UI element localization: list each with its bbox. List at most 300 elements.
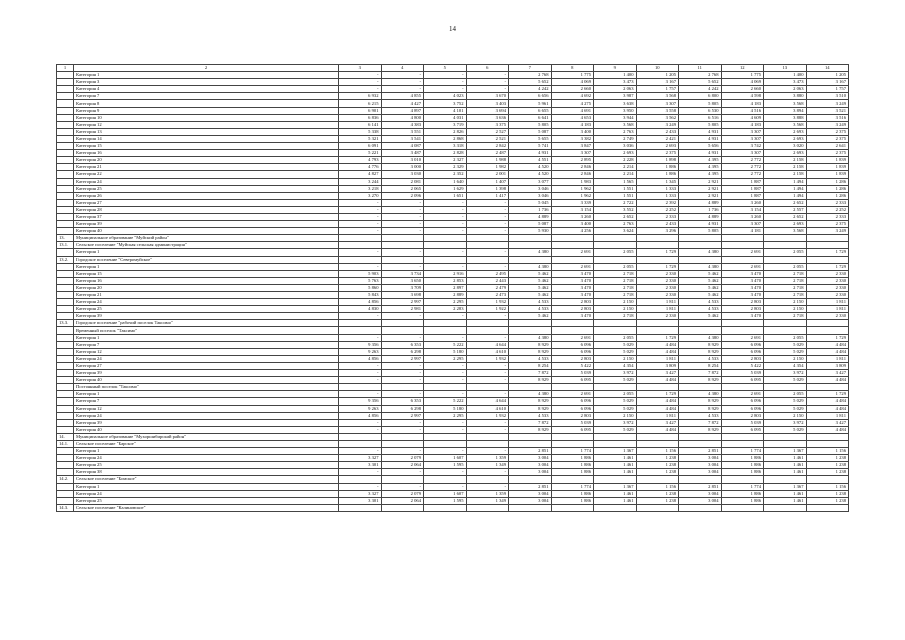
value-cell: 3 260 bbox=[551, 213, 594, 220]
value-cell bbox=[806, 320, 849, 327]
value-cell: 1 238 bbox=[806, 497, 849, 504]
value-cell: 2 691 bbox=[551, 249, 594, 256]
value-cell: 2 652 bbox=[764, 199, 807, 206]
value-cell: 5 462 bbox=[509, 313, 552, 320]
table-row bbox=[57, 256, 849, 263]
table-row bbox=[57, 93, 849, 100]
column-number: 10 bbox=[636, 65, 679, 72]
table-row bbox=[57, 114, 849, 121]
value-cell: 3 809 bbox=[636, 362, 679, 369]
value-cell: 2 330 bbox=[636, 284, 679, 291]
value-cell: 1 367 bbox=[764, 448, 807, 455]
value-cell: 2 433 bbox=[636, 221, 679, 228]
value-cell: 1 886 bbox=[551, 497, 594, 504]
row-label-cell: Категория 37 bbox=[74, 213, 339, 220]
table-row bbox=[57, 86, 849, 93]
value-cell bbox=[721, 320, 764, 327]
value-cell: 1 886 bbox=[551, 462, 594, 469]
value-cell: 2 803 bbox=[551, 412, 594, 419]
value-cell: 3 307 bbox=[721, 135, 764, 142]
value-cell bbox=[721, 384, 764, 391]
table-row bbox=[57, 157, 849, 164]
value-cell: 4 610 bbox=[466, 348, 509, 355]
row-number-cell bbox=[57, 313, 74, 320]
value-cell bbox=[551, 504, 594, 511]
value-cell: 1 359 bbox=[466, 455, 509, 462]
value-cell: - bbox=[466, 377, 509, 384]
value-cell: 2 063 bbox=[594, 86, 637, 93]
table-row bbox=[57, 433, 849, 440]
row-label-cell: Категория 10 bbox=[74, 114, 339, 121]
value-cell: 2 803 bbox=[721, 412, 764, 419]
value-cell: 2 055 bbox=[764, 249, 807, 256]
value-cell: - bbox=[381, 419, 424, 426]
value-cell: 1 736 bbox=[509, 206, 552, 213]
value-cell: - bbox=[466, 370, 509, 377]
value-cell: 5 221 bbox=[339, 150, 382, 157]
value-cell bbox=[636, 242, 679, 249]
value-cell bbox=[466, 476, 509, 483]
value-cell: 1 757 bbox=[806, 86, 849, 93]
row-number-cell bbox=[57, 384, 74, 391]
value-cell: 5 462 bbox=[679, 277, 722, 284]
value-cell: 4 395 bbox=[679, 171, 722, 178]
value-cell: 3 650 bbox=[381, 277, 424, 284]
value-cell bbox=[551, 320, 594, 327]
value-cell: 2 283 bbox=[424, 306, 467, 313]
value-cell bbox=[339, 476, 382, 483]
value-cell: 1 461 bbox=[594, 462, 637, 469]
value-cell: 2 693 bbox=[636, 143, 679, 150]
value-cell: 2 718 bbox=[594, 270, 637, 277]
row-number-cell bbox=[57, 143, 74, 150]
value-cell: 1 607 bbox=[424, 490, 467, 497]
value-cell: 3 030 bbox=[381, 171, 424, 178]
value-cell: 3 638 bbox=[594, 100, 637, 107]
value-cell: 3 698 bbox=[381, 292, 424, 299]
value-cell: 3 752 bbox=[424, 100, 467, 107]
value-cell: 1 774 bbox=[721, 448, 764, 455]
value-cell: - bbox=[339, 79, 382, 86]
value-cell: 5 338 bbox=[339, 128, 382, 135]
row-label-cell: Категория 1 bbox=[74, 391, 339, 398]
value-cell: 1 286 bbox=[806, 178, 849, 185]
value-cell: 1 651 bbox=[424, 192, 467, 199]
value-cell: 2 330 bbox=[636, 277, 679, 284]
value-cell bbox=[764, 320, 807, 327]
row-number-cell bbox=[57, 249, 74, 256]
value-cell bbox=[339, 320, 382, 327]
value-cell: 2 330 bbox=[806, 313, 849, 320]
value-cell: - bbox=[339, 249, 382, 256]
row-label-cell: Категория 39 bbox=[74, 221, 339, 228]
value-cell: 5 029 bbox=[764, 377, 807, 384]
value-cell bbox=[764, 242, 807, 249]
row-label-cell: Категория 16 bbox=[74, 277, 339, 284]
value-cell: 2 718 bbox=[594, 313, 637, 320]
value-cell: 2 691 bbox=[551, 334, 594, 341]
value-cell: 4 380 bbox=[509, 391, 552, 398]
value-cell: 1 729 bbox=[636, 391, 679, 398]
value-cell: - bbox=[466, 448, 509, 455]
value-cell: 4 533 bbox=[509, 306, 552, 313]
row-number-cell bbox=[57, 72, 74, 79]
value-cell: 2 693 bbox=[764, 150, 807, 157]
value-cell: 3 888 bbox=[764, 114, 807, 121]
value-cell bbox=[381, 433, 424, 440]
value-cell: - bbox=[424, 213, 467, 220]
value-cell: 4 183 bbox=[551, 121, 594, 128]
row-number-cell bbox=[57, 334, 74, 341]
value-cell: 4 395 bbox=[679, 164, 722, 171]
value-cell: 5 029 bbox=[594, 377, 637, 384]
value-cell: 1 461 bbox=[594, 490, 637, 497]
row-number-cell bbox=[57, 327, 74, 334]
value-cell: 5 805 bbox=[509, 121, 552, 128]
value-cell: 1 962 bbox=[551, 185, 594, 192]
value-cell: 3 010 bbox=[381, 157, 424, 164]
value-cell bbox=[339, 327, 382, 334]
row-number-cell bbox=[57, 462, 74, 469]
value-cell: 1 461 bbox=[764, 455, 807, 462]
value-cell: 1 729 bbox=[636, 334, 679, 341]
value-cell: 1 898 bbox=[636, 157, 679, 164]
row-number-cell bbox=[57, 93, 74, 100]
value-cell: 1 988 bbox=[466, 157, 509, 164]
value-cell: 4 931 bbox=[679, 221, 722, 228]
value-cell: 2 763 bbox=[594, 221, 637, 228]
row-number-cell bbox=[57, 377, 74, 384]
value-cell bbox=[466, 235, 509, 242]
column-number: 13 bbox=[764, 65, 807, 72]
value-cell: 8 929 bbox=[509, 398, 552, 405]
value-cell: 4 484 bbox=[806, 398, 849, 405]
value-cell bbox=[764, 235, 807, 242]
value-cell: 3 301 bbox=[339, 462, 382, 469]
value-cell: 3 894 bbox=[764, 107, 807, 114]
value-cell: 2 330 bbox=[806, 292, 849, 299]
value-cell bbox=[721, 256, 764, 263]
value-cell bbox=[551, 433, 594, 440]
value-cell: 2 921 bbox=[679, 192, 722, 199]
value-cell: 4 827 bbox=[339, 171, 382, 178]
value-cell: 2 333 bbox=[636, 213, 679, 220]
value-cell bbox=[551, 440, 594, 447]
value-cell: 5 655 bbox=[509, 135, 552, 142]
value-cell: 1 407 bbox=[466, 178, 509, 185]
value-cell: 2 691 bbox=[721, 263, 764, 270]
table-row bbox=[57, 150, 849, 157]
value-cell: 1 461 bbox=[764, 462, 807, 469]
row-label-cell: Категория 24 bbox=[74, 412, 339, 419]
value-cell: 5 029 bbox=[594, 405, 637, 412]
value-cell: 4 644 bbox=[466, 398, 509, 405]
value-cell: 4 551 bbox=[509, 157, 552, 164]
value-cell: 1 286 bbox=[806, 185, 849, 192]
value-cell: 4 484 bbox=[806, 377, 849, 384]
value-cell: 1 494 bbox=[764, 178, 807, 185]
value-cell: 1 811 bbox=[636, 412, 679, 419]
value-cell: 5 222 bbox=[424, 341, 467, 348]
row-number-cell: 14.1. bbox=[57, 440, 74, 447]
value-cell: 2 652 bbox=[764, 213, 807, 220]
value-cell: 8 254 bbox=[509, 362, 552, 369]
table-row bbox=[57, 391, 849, 398]
value-cell: 7 872 bbox=[679, 370, 722, 377]
value-cell bbox=[466, 327, 509, 334]
row-number-cell bbox=[57, 412, 74, 419]
value-cell: 8 929 bbox=[679, 377, 722, 384]
table-row bbox=[57, 100, 849, 107]
value-cell: 1 400 bbox=[764, 72, 807, 79]
value-cell: 3 972 bbox=[764, 419, 807, 426]
value-cell: 5 656 bbox=[679, 143, 722, 150]
value-cell: 2 803 bbox=[551, 306, 594, 313]
value-cell: 1 811 bbox=[636, 355, 679, 362]
value-cell bbox=[764, 256, 807, 263]
row-label-cell: Сельское поселение "Барское" bbox=[74, 440, 339, 447]
value-cell bbox=[679, 327, 722, 334]
value-cell: 1 729 bbox=[636, 249, 679, 256]
value-cell: - bbox=[424, 72, 467, 79]
value-cell: - bbox=[381, 206, 424, 213]
value-cell: 1 238 bbox=[636, 455, 679, 462]
value-cell: 5 805 bbox=[679, 228, 722, 235]
value-cell: 1 886 bbox=[636, 171, 679, 178]
value-cell bbox=[806, 476, 849, 483]
value-cell: 1 461 bbox=[594, 469, 637, 476]
value-cell: 3 382 bbox=[551, 135, 594, 142]
row-label-cell: Категория 16 bbox=[74, 150, 339, 157]
value-cell bbox=[466, 384, 509, 391]
value-cell: 4 484 bbox=[806, 426, 849, 433]
value-cell: 1 238 bbox=[806, 462, 849, 469]
value-cell: - bbox=[466, 483, 509, 490]
value-cell: 4 484 bbox=[806, 348, 849, 355]
value-cell: 5 961 bbox=[509, 100, 552, 107]
table-row bbox=[57, 292, 849, 299]
value-cell: 2 997 bbox=[381, 412, 424, 419]
value-cell: 1 461 bbox=[764, 490, 807, 497]
value-cell: - bbox=[339, 334, 382, 341]
value-cell: 4 931 bbox=[679, 150, 722, 157]
value-cell: 2 150 bbox=[764, 355, 807, 362]
value-cell: 3 427 bbox=[806, 370, 849, 377]
value-cell: 2 055 bbox=[764, 263, 807, 270]
value-cell: 4 533 bbox=[679, 306, 722, 313]
value-cell: 1 932 bbox=[466, 299, 509, 306]
row-number-cell bbox=[57, 341, 74, 348]
row-number-cell bbox=[57, 228, 74, 235]
value-cell bbox=[721, 476, 764, 483]
value-cell bbox=[679, 476, 722, 483]
value-cell: 2 330 bbox=[636, 292, 679, 299]
row-label-cell: Категория 8 bbox=[74, 100, 339, 107]
value-cell: 2 252 bbox=[636, 206, 679, 213]
value-cell: - bbox=[424, 483, 467, 490]
row-label-cell: Категория 12 bbox=[74, 405, 339, 412]
value-cell: 3 972 bbox=[764, 370, 807, 377]
value-cell: 2 981 bbox=[381, 306, 424, 313]
value-cell: 4 484 bbox=[636, 398, 679, 405]
value-cell: 4 692 bbox=[551, 93, 594, 100]
row-number-cell bbox=[57, 292, 74, 299]
table-row bbox=[57, 284, 849, 291]
value-cell bbox=[806, 504, 849, 511]
value-cell: - bbox=[466, 426, 509, 433]
value-cell: 3 473 bbox=[594, 79, 637, 86]
value-cell: - bbox=[339, 213, 382, 220]
value-cell: 1 886 bbox=[551, 490, 594, 497]
value-cell: 2 433 bbox=[636, 128, 679, 135]
table-row bbox=[57, 185, 849, 192]
value-cell: 3 809 bbox=[806, 362, 849, 369]
value-cell: 1 729 bbox=[636, 263, 679, 270]
row-label-cell: Категория 24 bbox=[74, 178, 339, 185]
value-cell: 3 036 bbox=[594, 143, 637, 150]
value-cell: - bbox=[424, 263, 467, 270]
value-cell: 4 931 bbox=[509, 150, 552, 157]
row-label-cell: Категория 39 bbox=[74, 313, 339, 320]
value-cell: 5 422 bbox=[721, 362, 764, 369]
value-cell bbox=[594, 476, 637, 483]
value-cell: - bbox=[381, 86, 424, 93]
value-cell: - bbox=[339, 391, 382, 398]
table-row bbox=[57, 370, 849, 377]
value-cell bbox=[466, 242, 509, 249]
value-cell: - bbox=[381, 213, 424, 220]
value-cell: 2 772 bbox=[721, 171, 764, 178]
value-cell: 1 922 bbox=[466, 306, 509, 313]
value-cell: 2 055 bbox=[764, 334, 807, 341]
value-cell: 6 095 bbox=[551, 426, 594, 433]
value-cell: - bbox=[381, 377, 424, 384]
value-cell: 1 932 bbox=[466, 412, 509, 419]
row-label-cell: Сельское поселение "Калиновское" bbox=[74, 504, 339, 511]
row-number-cell bbox=[57, 135, 74, 142]
value-cell: 8 929 bbox=[509, 405, 552, 412]
value-cell bbox=[679, 235, 722, 242]
value-cell: 2 693 bbox=[764, 135, 807, 142]
value-cell bbox=[764, 476, 807, 483]
value-cell: 2 691 bbox=[721, 249, 764, 256]
value-cell: - bbox=[339, 469, 382, 476]
row-label-cell: Категория 1 bbox=[74, 72, 339, 79]
value-cell: - bbox=[381, 228, 424, 235]
value-cell: 3 218 bbox=[339, 185, 382, 192]
value-cell: 5 763 bbox=[339, 277, 382, 284]
row-number-cell: 14.2. bbox=[57, 476, 74, 483]
table-row bbox=[57, 497, 849, 504]
value-cell bbox=[339, 440, 382, 447]
column-number: 1 bbox=[57, 65, 74, 72]
row-label-cell: Сельское поселение "Муйская сельская администрация" bbox=[74, 242, 339, 249]
value-cell: 5 222 bbox=[424, 398, 467, 405]
value-cell: 2 718 bbox=[594, 292, 637, 299]
value-cell: 1 811 bbox=[636, 299, 679, 306]
row-label-cell: Городское поселение "рабочий поселок Таксимо" bbox=[74, 320, 339, 327]
value-cell: 4 533 bbox=[679, 299, 722, 306]
value-cell: 3 327 bbox=[339, 490, 382, 497]
value-cell: 2 722 bbox=[594, 199, 637, 206]
table-row bbox=[57, 355, 849, 362]
value-cell: 3 427 bbox=[636, 370, 679, 377]
value-cell bbox=[424, 504, 467, 511]
value-cell: 1 349 bbox=[466, 462, 509, 469]
value-cell: 3 719 bbox=[424, 121, 467, 128]
value-cell: 3 734 bbox=[381, 270, 424, 277]
value-cell: 2 479 bbox=[466, 284, 509, 291]
value-cell bbox=[679, 440, 722, 447]
row-number-cell bbox=[57, 370, 74, 377]
value-cell: 4 610 bbox=[466, 405, 509, 412]
value-cell: 1 607 bbox=[424, 455, 467, 462]
value-cell: - bbox=[424, 377, 467, 384]
value-cell: 1 729 bbox=[806, 263, 849, 270]
value-cell: 3 944 bbox=[594, 114, 637, 121]
value-cell: 2 081 bbox=[381, 178, 424, 185]
value-cell: 4 380 bbox=[509, 334, 552, 341]
value-cell: 5 029 bbox=[764, 398, 807, 405]
row-number-cell bbox=[57, 185, 74, 192]
value-cell: 2 889 bbox=[424, 292, 467, 299]
table-row bbox=[57, 143, 849, 150]
value-cell: 2 079 bbox=[381, 490, 424, 497]
value-cell: 2 333 bbox=[806, 199, 849, 206]
value-cell: 3 307 bbox=[721, 128, 764, 135]
value-cell: - bbox=[381, 221, 424, 228]
value-cell: - bbox=[466, 228, 509, 235]
value-cell: 2 718 bbox=[764, 270, 807, 277]
value-cell bbox=[509, 235, 552, 242]
value-cell bbox=[806, 327, 849, 334]
table-row bbox=[57, 362, 849, 369]
row-number-cell bbox=[57, 206, 74, 213]
row-number-cell bbox=[57, 362, 74, 369]
value-cell: 4 354 bbox=[764, 362, 807, 369]
value-cell: 1 238 bbox=[636, 497, 679, 504]
value-cell: - bbox=[466, 334, 509, 341]
value-cell bbox=[381, 384, 424, 391]
value-cell: - bbox=[424, 334, 467, 341]
value-cell: 3 244 bbox=[339, 178, 382, 185]
row-number-cell bbox=[57, 483, 74, 490]
value-cell: 5 462 bbox=[509, 292, 552, 299]
value-cell: 8 929 bbox=[679, 405, 722, 412]
value-cell: 2 228 bbox=[594, 157, 637, 164]
value-cell: - bbox=[424, 221, 467, 228]
value-cell: - bbox=[339, 313, 382, 320]
row-label-cell: Категория 27 bbox=[74, 362, 339, 369]
row-number-cell: 14.3. bbox=[57, 504, 74, 511]
value-cell: 4 776 bbox=[339, 164, 382, 171]
table-row bbox=[57, 263, 849, 270]
value-cell bbox=[424, 327, 467, 334]
value-cell: 1 811 bbox=[806, 412, 849, 419]
value-cell: - bbox=[424, 370, 467, 377]
value-cell: 1 367 bbox=[594, 448, 637, 455]
value-cell bbox=[551, 327, 594, 334]
value-cell: - bbox=[424, 362, 467, 369]
row-number-cell bbox=[57, 277, 74, 284]
value-cell: 3 427 bbox=[806, 419, 849, 426]
value-cell: 3 249 bbox=[636, 121, 679, 128]
value-cell: 6 800 bbox=[679, 93, 722, 100]
value-cell: 2 921 bbox=[679, 178, 722, 185]
value-cell: 2 150 bbox=[594, 306, 637, 313]
value-cell: 4 383 bbox=[381, 121, 424, 128]
value-cell: 1 156 bbox=[636, 483, 679, 490]
